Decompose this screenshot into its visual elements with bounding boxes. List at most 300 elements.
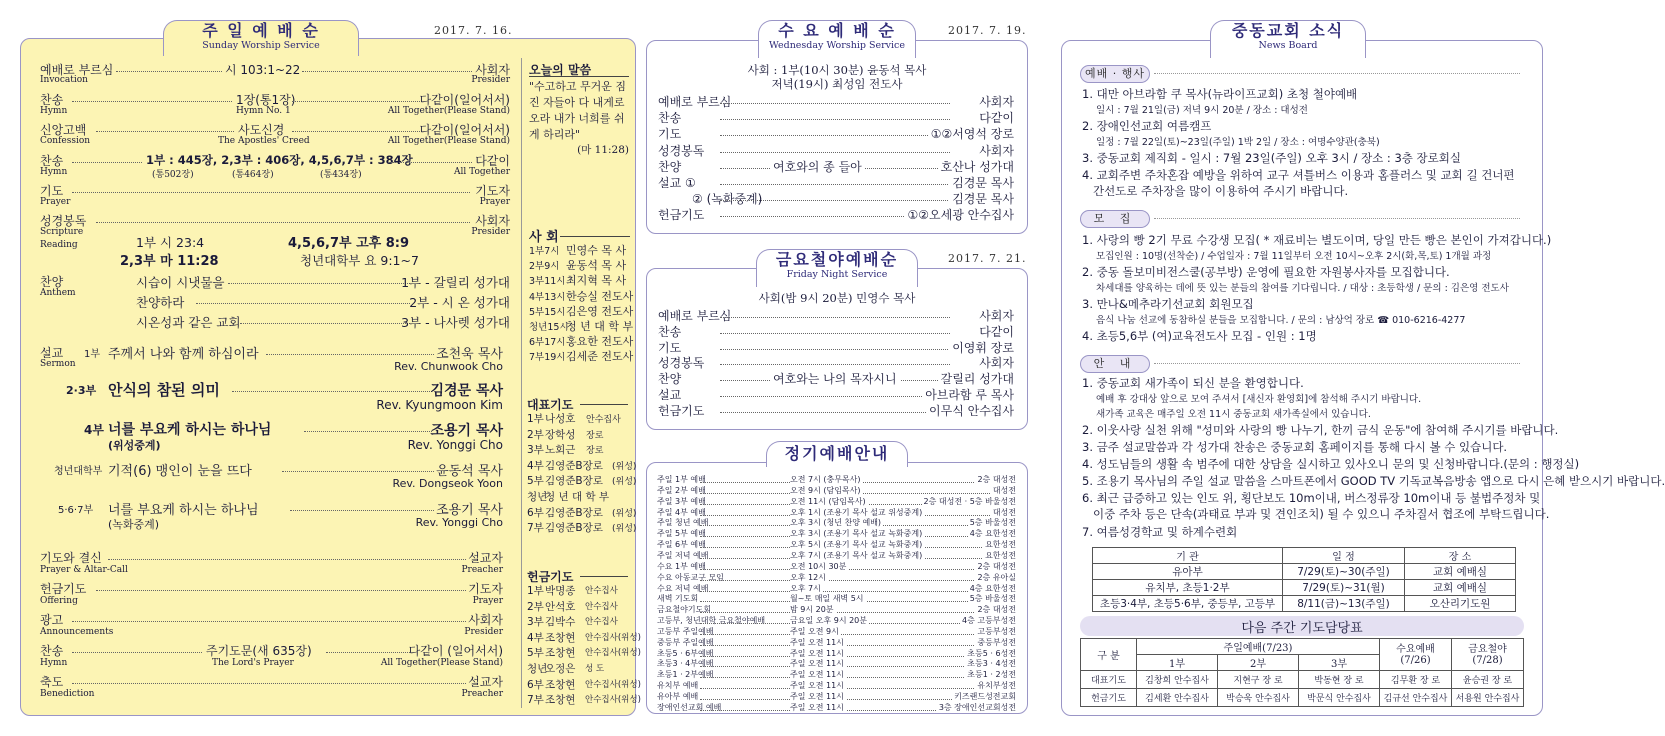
invocation-label: 예배로 부르심 — [40, 63, 114, 77]
schedule-place: 2층 유아실 — [977, 572, 1016, 582]
dotted-leader — [720, 184, 950, 185]
dotted-leader — [720, 152, 950, 153]
schedule-time: 오후 3시 (조용기 목사 설교 녹화중계) — [790, 529, 923, 539]
moderator-part: 3부11시 — [529, 276, 566, 288]
schedule-place: 키즈랜드성전교회 — [954, 692, 1016, 701]
wednesday-row-mid: 여호와의 종 들아 — [770, 158, 865, 175]
dotted-leader — [720, 103, 950, 104]
duty-cell: 김창희 안수집사 — [1137, 671, 1218, 689]
wednesday-row-leader: 김경문 목사 — [949, 190, 1014, 207]
moderator-name: 김세준 전도사 — [566, 350, 634, 364]
sermon-1-pastor: 조천욱 목사 — [436, 347, 503, 362]
wednesday-leaders-1: 사회 : 1부(10시 30분) 윤동석 목사 — [747, 63, 927, 77]
sermon-5-title: 너를 부요케 하시는 하나님 — [108, 503, 259, 518]
friday-row-leader: 갈릴리 성가대 — [938, 370, 1014, 387]
news-item: 2. 중동 돌보미비전스쿨(공부방) 운영에 필요한 자원봉사자를 모집합니다. — [1082, 265, 1450, 279]
sermon-4-part: 청년대학부 — [54, 466, 103, 477]
duty-cell: 지현구 장 로 — [1218, 671, 1299, 689]
schedule-name: 수요 1부 예배 — [657, 561, 706, 571]
sunday-subtitle: Sunday Worship Service — [202, 40, 320, 51]
reading-label-en1: Scripture — [40, 227, 84, 237]
camp-cell: 유치부, 초등1·2부 — [1093, 580, 1283, 596]
camp-cell: 유아부 — [1093, 564, 1283, 580]
friday-row-leader: 이영휘 장로 — [949, 339, 1014, 356]
camp-table-row — [1093, 580, 1516, 596]
news-item: 7. 여름성경학교 및 하계수련회 — [1082, 525, 1238, 539]
wednesday-title: 수 요 예 배 순 — [778, 21, 896, 40]
news-subtitle: News Board — [1258, 40, 1318, 51]
altar-label: 기도와 결신 — [40, 551, 102, 565]
camp-col-org: 기 관 — [1093, 548, 1283, 564]
moderator-part: 청년15시 — [529, 322, 569, 333]
moderator-title: 사 회 — [529, 230, 559, 245]
dotted-leader — [720, 333, 950, 334]
camp-cell: 초등3·4부, 초등5·6부, 중등부, 고등부 — [1093, 596, 1283, 612]
schedule-time: 주일 오전 11시 — [790, 670, 844, 680]
news-item: 3. 금주 설교말씀과 각 성가대 찬송은 중동교회 홈페이지를 통해 다시 볼 수 있습니다. — [1082, 440, 1508, 454]
rep-prayer-role: (위성) — [612, 461, 637, 472]
camp-table-row — [1093, 596, 1516, 612]
anthem-song-2: 찬양하라 — [136, 295, 185, 310]
friday-row-leader: 사회자 — [976, 354, 1014, 371]
benediction-leader-en: Preacher — [461, 689, 503, 699]
todays-word-underline — [529, 76, 629, 77]
benediction-leader: 설교자 — [468, 675, 503, 689]
dotted-leader — [700, 634, 1000, 635]
dotted-leader — [720, 200, 950, 201]
regular-title-tab — [766, 441, 908, 467]
offering-role: 안수집사 — [585, 601, 618, 612]
todays-word-text: "수고하고 무거운 짐 진 자들아 다 내게로 오라 내가 너희를 쉬게 하리라" — [529, 80, 627, 141]
anthem-song-3: 시온성과 같은 교회 — [136, 315, 241, 330]
wednesday-subtitle: Wednesday Worship Service — [769, 40, 905, 51]
hymn2-label: 찬송 — [40, 154, 64, 168]
friday-title: 금요철야예배순 — [775, 250, 899, 269]
offering-name: 안석호 — [545, 600, 576, 613]
rep-prayer-role: (위성) — [612, 477, 637, 488]
dotted-leader — [720, 119, 950, 120]
friday-subtitle: Friday Night Service — [786, 269, 888, 280]
schedule-place: 5층 바울성전 — [969, 518, 1016, 528]
friday-row-label: 기도 — [658, 340, 682, 355]
news-title-tab — [1210, 20, 1366, 58]
news-item: 3. 만나&메추라기선교회 회원모집 — [1082, 297, 1254, 311]
moderator-part: 4부13시 — [529, 291, 566, 303]
moderator-part: 7부19시 — [529, 352, 566, 364]
schedule-place: 2층 대성전 — [977, 475, 1016, 484]
sermon-1-part: 1부 — [84, 349, 101, 360]
offering-leader-en: Prayer — [472, 596, 503, 606]
schedule-time: 오후 7시 (조용기 목사 설교 녹화중계) — [790, 550, 923, 560]
dotted-leader — [700, 580, 1000, 581]
news-section-events: 예배 · 행사 — [1080, 65, 1150, 83]
rep-prayer-part: 6부 — [527, 506, 544, 519]
anthem-choir-3: 3부 - 나사렛 성가대 — [401, 315, 510, 330]
dotted-leader — [720, 317, 950, 318]
rep-prayer-part: 청년 — [527, 491, 548, 503]
rep-prayer-name: 김영준B장로 — [545, 475, 603, 488]
news-item-detail: 새가족 교육은 매주일 오전 11시 중동교회 새가족실에서 있습니다. — [1096, 409, 1371, 420]
schedule-time: 오전 9시 (담임목사) — [790, 485, 861, 495]
wednesday-row-label: 예배로 부르심 — [658, 95, 732, 109]
hymn3-text: 주기도문(새 635장) — [206, 644, 312, 658]
invocation-leader-en: Presider — [471, 75, 510, 85]
camp-table-header — [1093, 548, 1516, 564]
rep-prayer-name: 나성호 — [545, 413, 576, 425]
offering-name: 박명종 — [545, 585, 576, 597]
rep-prayer-name: 김영준B장로 — [545, 459, 603, 472]
anthem-label-en: Anthem — [40, 288, 76, 298]
schedule-place: 5층 바울성전 — [969, 594, 1016, 604]
wednesday-row-leader: ①②오세광 안수집사 — [905, 206, 1014, 223]
dotted-leader — [700, 591, 1000, 592]
schedule-place: 4층 요한성전 — [969, 529, 1016, 539]
schedule-place: 중등부성전 — [977, 637, 1016, 647]
announce-label-en: Announcements — [40, 627, 114, 637]
news-item-detail: 일정 : 7월 22일(토)~23일(주일) 1박 2일 / 장소 : 여명수양관(충북) — [1096, 137, 1380, 148]
announce-label: 광고 — [40, 613, 64, 627]
wednesday-row-label: 성경봉독 — [658, 143, 705, 158]
rep-prayer-underline — [580, 404, 628, 405]
schedule-place: 요한성전 — [985, 550, 1016, 560]
moderator-part: 1부7시 — [529, 246, 560, 257]
friday-row-leader: 다같이 — [976, 323, 1014, 340]
camp-cell: 교회 예배실 — [1405, 564, 1516, 580]
sermon-4-title: 기적(6) 맹인이 눈을 뜨다 — [108, 464, 252, 479]
sermon-5-part: 5·6·7부 — [58, 505, 94, 516]
friday-row-label: 예배로 부르심 — [658, 309, 732, 323]
offering-role: 안수집사 — [585, 617, 618, 628]
schedule-place: 3층 장애인선교회성전 — [938, 702, 1016, 712]
schedule-time: 오후 12시 — [790, 572, 826, 582]
anthem-song-1: 시습이 시냇물을 — [136, 275, 225, 290]
sermon-3-pastor-en: Rev. Yonggi Cho — [407, 438, 503, 452]
dotted-leader — [700, 656, 1000, 657]
moderator-name: 최지혁 목 사 — [566, 274, 627, 288]
friday-row-label: 헌금기도 — [658, 403, 705, 418]
dotted-leader — [700, 645, 1000, 646]
confession-label: 신앙고백 — [40, 123, 87, 137]
camp-table — [1092, 547, 1516, 612]
schedule-name: 금요철야기도회 — [657, 605, 712, 615]
offering-part: 4부 — [527, 631, 544, 644]
schedule-name: 주일 4부 예배 — [657, 507, 706, 517]
prayer-leader-en: Prayer — [479, 197, 510, 207]
sermon-3-note: (위성중계) — [108, 439, 161, 452]
sunday-title-tab — [163, 20, 359, 56]
schedule-time: 주일 오전 11시 — [790, 659, 844, 669]
schedule-time: 금요일 오후 9시 20분 — [790, 616, 867, 626]
schedule-name: 주일 5부 예배 — [657, 529, 706, 539]
rep-prayer-role: 안수집사 — [586, 415, 621, 425]
news-item: 1. 대만 아브라함 쿠 목사(뉴라이프교회) 초청 철야예배 — [1082, 87, 1358, 101]
rep-prayer-part: 5부 — [527, 475, 544, 488]
offering-name: 조창현 — [545, 678, 576, 691]
schedule-name: 장애인선교회 예배 — [657, 702, 722, 712]
wednesday-row-label: ② (녹화중계) — [692, 192, 763, 207]
todays-word-ref: (마 11:28) — [577, 144, 629, 156]
reading-label-en2: Reading — [40, 240, 78, 250]
friday-row-mid: 여호와는 나의 목자시니 — [770, 370, 900, 387]
schedule-place: 초등3 · 4성전 — [967, 659, 1016, 669]
hymn-label: 찬송 — [40, 93, 64, 107]
todays-word-title: 오늘의 말씀 — [529, 63, 592, 77]
schedule-place: 4층 요한성전 — [969, 583, 1016, 593]
duty-title: 다음 주간 기도담당표 — [1241, 621, 1363, 636]
offering-prayer-title: 헌금기도 — [527, 570, 574, 584]
offering-name: 조창현 — [545, 647, 576, 660]
moderator-name: 윤동석 목 사 — [566, 259, 627, 273]
confession-leader: 다같이(일어서서) — [419, 123, 510, 137]
offering-leader: 기도자 — [468, 582, 503, 596]
friday-row-leader: 이무식 안수집사 — [926, 402, 1014, 419]
camp-col-place: 장 소 — [1405, 548, 1516, 564]
anthem-choir-1: 1부 - 갈릴리 성가대 — [401, 275, 510, 290]
schedule-time: 오후 3시 (청년 찬양 예배) — [790, 518, 882, 528]
duty-cell: 박승욱 안수집사 — [1218, 689, 1299, 707]
altar-label-en: Prayer & Altar-Call — [40, 565, 128, 575]
rep-prayer-name: 김영준B장로 — [545, 506, 603, 519]
schedule-place: 2층 대성전 · 5층 바울성전 — [923, 496, 1016, 506]
news-item-detail: 간선도로 주차장을 많이 이용하여 주시기 바랍니다. — [1082, 184, 1349, 198]
anthem-choir-2: 2부 - 시 온 성가대 — [409, 295, 510, 310]
moderator-name: 김은영 전도사 — [566, 304, 634, 318]
dotted-leader — [720, 396, 950, 397]
duty-h-part1: 1부 — [1137, 655, 1218, 671]
sermon-3-title: 너를 부요케 하시는 하나님 — [108, 422, 272, 438]
rep-prayer-part: 1부 — [527, 413, 544, 425]
friday-title-tab — [756, 249, 918, 287]
rep-prayer-part: 4부 — [527, 459, 544, 472]
hymn3-leader: 다같이 (일어서서) — [408, 644, 503, 658]
offering-name: 오정은 — [545, 663, 576, 675]
anthem-label: 찬양 — [40, 275, 64, 289]
friday-row-label: 찬송 — [658, 324, 682, 339]
offering-prayer-underline — [580, 576, 628, 577]
hymn-label-en: Hymn — [40, 106, 68, 116]
confession-text: 사도신경 — [238, 123, 285, 137]
altar-leader-en: Preacher — [461, 565, 503, 575]
offering-part: 5부 — [527, 647, 544, 660]
prayer-leader: 기도자 — [475, 184, 510, 198]
reading-3: 2,3부 마 11:28 — [120, 254, 219, 269]
moderator-part: 2부9시 — [529, 261, 560, 273]
news-item: 4. 초등5,6부 (여)교육전도사 모집 - 인원 : 1명 — [1082, 329, 1317, 343]
invocation-leader: 사회자 — [475, 63, 510, 77]
hymn2-label-en: Hymn — [40, 167, 68, 177]
regular-title: 정기예배안내 — [784, 444, 890, 463]
moderator-name: 청 년 대 학 부 — [566, 320, 634, 333]
rep-prayer-part: 3부 — [527, 444, 544, 457]
duty-table-row — [1081, 689, 1524, 707]
schedule-name: 주일 1부 예배 — [657, 475, 706, 484]
sermon-2-pastor-en: Rev. Kyungmoon Kim — [376, 398, 503, 412]
rep-prayer-part: 7부 — [527, 522, 544, 535]
dotted-leader — [720, 349, 950, 350]
friday-date: 2017. 7. 21. — [948, 252, 1027, 265]
duty-h-group: 구 분 — [1081, 639, 1137, 671]
schedule-place: 요한성전 — [985, 540, 1016, 550]
rep-prayer-name: 청 년 대 학 부 — [545, 491, 610, 503]
rep-prayer-role: 장로 — [586, 430, 604, 441]
sermon-5-pastor-en: Rev. Yonggi Cho — [415, 516, 503, 529]
schedule-name: 초등3 · 4부예배 — [657, 659, 714, 669]
moderator-underline — [560, 236, 630, 237]
offering-part: 7부 — [527, 694, 544, 707]
offering-role: 안수집사(위성) — [585, 648, 641, 659]
moderator-part: 6부17시 — [529, 337, 566, 349]
schedule-time: 오후 1시 (조용기 목사 설교 위성중계) — [790, 507, 923, 517]
schedule-name: 유아부 예배 — [657, 692, 699, 701]
dotted-leader — [700, 612, 1000, 613]
news-item-detail: 예배 후 강대상 앞으로 모여 주셔서 [새신자 환영회]에 참석해 주시기 바랍니다. — [1096, 394, 1422, 405]
wednesday-row-leader: 호산나 성가대 — [938, 158, 1014, 175]
wednesday-row-label: 찬송 — [658, 111, 682, 126]
news-item: 4. 성도님들의 생활 속 범주에 대한 상담을 실시하고 있사오니 문의 및 신청바랍니다.(문의 : 행정실) — [1082, 457, 1580, 471]
news-section-recruit: 모 집 — [1080, 210, 1150, 228]
schedule-place: 초등1 · 2성전 — [967, 670, 1016, 680]
schedule-place: 유치부성전 — [977, 681, 1016, 691]
wednesday-row-leader: ①②서영석 장로 — [928, 125, 1014, 142]
sermon-1-pastor-en: Rev. Chunwook Cho — [394, 360, 503, 373]
schedule-time: 주일 오전 11시 — [790, 648, 844, 658]
moderator-name: 한승실 전도사 — [566, 289, 634, 303]
schedule-name: 중등부 주일예배 — [657, 637, 714, 647]
sermon-1-title: 주께서 나와 함께 하심이라 — [108, 347, 259, 362]
schedule-time: 주일 오전 11시 — [790, 637, 844, 647]
news-item: 1. 사랑의 빵 2기 무료 수강생 모집( * 재료비는 별도이며, 당일 만든 빵은 본인이 가져갑니다.) — [1082, 233, 1552, 247]
news-item: 1. 중동교회 새가족이 되신 분을 환영합니다. — [1082, 376, 1304, 390]
duty-table-row — [1081, 671, 1524, 689]
camp-cell: 교회 예배실 — [1405, 580, 1516, 596]
schedule-place: 대성전 — [992, 507, 1016, 517]
offering-name: 김박수 — [545, 616, 576, 629]
offering-part: 청년 — [527, 663, 548, 675]
sunday-title: 주 일 예 배 순 — [202, 21, 320, 40]
wednesday-row-label: 찬양 — [658, 159, 682, 174]
schedule-time: 오후 5시 (조용기 목사 설교 녹화중계) — [790, 540, 923, 550]
schedule-name: 주일 2부 예배 — [657, 485, 706, 495]
wednesday-row-leader: 다같이 — [976, 109, 1014, 126]
prayer-label-en: Prayer — [40, 197, 71, 207]
sermon-2-title: 안식의 참된 의미 — [108, 381, 220, 399]
confession-label-en: Confession — [40, 136, 91, 146]
news-item-detail: 차세대를 양육하는 데에 뜻 있는 분들의 참여를 기다립니다. / 대상 : 초등학생 / 문의 : 김은영 전도사 — [1096, 283, 1509, 294]
camp-cell: 8/11(금)~13(주일) — [1283, 596, 1405, 612]
schedule-time: 오전 10시 30분 — [790, 561, 847, 571]
schedule-name: 수요 저녁 예배 — [657, 583, 709, 593]
offering-part: 1부 — [527, 585, 544, 597]
moderator-name: 민영수 목 사 — [566, 244, 627, 257]
schedule-name: 주일 저녁 예배 — [657, 550, 709, 560]
wednesday-row-leader: 사회자 — [976, 142, 1014, 159]
schedule-name: 주일 청년 예배 — [657, 518, 709, 528]
sermon-2-part: 2·3부 — [66, 384, 97, 397]
prayer-label: 기도 — [40, 184, 64, 198]
news-item: 4. 교회주변 주차혼잡 예방을 위하여 교구 셔틀버스 이용과 홈플러스 및 교회 길 건너편 — [1082, 168, 1515, 182]
hymn3-text-en: The Lord's Prayer — [212, 658, 294, 668]
schedule-time: 오후 7시 — [790, 583, 821, 593]
schedule-time: 주일 오전 11시 — [790, 692, 844, 701]
hymn-number: 1장(통1장) — [236, 93, 296, 107]
offering-role: 성 도 — [585, 664, 605, 674]
announce-leader-en: Presider — [464, 627, 503, 637]
offering-part: 6부 — [527, 678, 544, 691]
duty-h-sunday: 주일예배(7/23) — [1137, 639, 1380, 655]
schedule-time: 밤 9시 20분 — [790, 605, 834, 615]
offering-part: 3부 — [527, 616, 544, 629]
hymn2-sub2: (통464장) — [232, 170, 274, 180]
offering-part: 2부 — [527, 600, 544, 613]
camp-col-date: 일 정 — [1283, 548, 1405, 564]
news-item: 2. 장애인선교회 여름캠프 — [1082, 119, 1212, 133]
hymn2-numbers: 1부 : 445장, 2,3부 : 406장, 4,5,6,7부 : 384장 — [146, 153, 413, 167]
schedule-place: 대성전 — [992, 485, 1016, 495]
reading-2: 4,5,6,7부 고후 8:9 — [288, 236, 410, 251]
offering-role: 안수집사(위성) — [585, 679, 641, 690]
schedule-time: 오전 7시 (충무목사) — [790, 475, 861, 484]
schedule-name: 초등5 · 6부예배 — [657, 648, 714, 658]
schedule-place: 2층 대성전 — [977, 561, 1016, 571]
schedule-name: 초등1 · 2부예배 — [657, 670, 714, 680]
sermon-5-pastor: 조용기 목사 — [436, 503, 503, 518]
wednesday-row-label: 헌금기도 — [658, 208, 705, 223]
hymn-leader: 다같이(일어서서) — [419, 93, 510, 107]
confession-leader-en: All Together(Please Stand) — [387, 136, 510, 146]
reading-1: 1부 시 23:4 — [136, 235, 205, 250]
duty-cell: 김규선 안수집사 — [1380, 689, 1452, 707]
hymn2-leader: 다같이 — [475, 154, 510, 168]
schedule-time: 주일 오전 9시 — [790, 626, 839, 636]
sermon-3-pastor: 조용기 목사 — [430, 423, 503, 439]
sermon-4-pastor-en: Rev. Dongseok Yoon — [392, 477, 503, 490]
schedule-name: 고등부 주일예배 — [657, 626, 714, 636]
duty-h-wed: 수요예배 (7/26) — [1380, 639, 1452, 671]
schedule-name: 유치부 예배 — [657, 681, 699, 691]
benediction-label-en: Benediction — [40, 689, 95, 699]
news-item-detail: 이중 주차 등은 단속(과태료 부과 및 견인조치) 될 수 있으니 주차질서 협조에 부탁드립니다. — [1082, 507, 1550, 521]
news-item: 5. 조용기 목사님의 주일 설교 말씀을 스마트폰에서 GOOD TV 기독교복음방송 앱으로 다시 은혜 받으시기 바랍니다. — [1082, 474, 1665, 488]
news-title: 중동교회 소식 — [1231, 21, 1345, 40]
altar-leader: 설교자 — [468, 551, 503, 565]
news-section-notice: 안 내 — [1080, 355, 1150, 373]
invocation-text: 시 103:1~22 — [225, 63, 301, 77]
hymn2-sub1: (통502장) — [152, 170, 194, 180]
invocation-label-en: Invocation — [40, 75, 88, 85]
benediction-label: 축도 — [40, 675, 64, 689]
sermon-3-part: 4부 — [84, 423, 104, 437]
duty-h-fri: 금요철야 (7/28) — [1452, 639, 1524, 671]
offering-name: 조창현 — [545, 694, 576, 707]
wednesday-date: 2017. 7. 19. — [948, 24, 1027, 37]
schedule-name: 주일 6부 예배 — [657, 540, 706, 550]
moderator-name: 홍요한 전도사 — [566, 335, 634, 349]
news-item-detail: 모집인원 : 10명(선착순) / 수업일자 : 7월 11일부터 오전 10시~오후 2시(화,목,토) 1개월 과정 — [1096, 251, 1492, 262]
reading-label: 성경봉독 — [40, 214, 87, 228]
offering-role: 안수집사 — [585, 586, 618, 596]
hymn-number-en: Hymn No. 1 — [236, 106, 291, 116]
reading-leader-en: Presider — [471, 227, 510, 237]
friday-row-leader: 사회자 — [976, 307, 1014, 324]
offering-label: 헌금기도 — [40, 582, 87, 596]
schedule-name: 수요 아동교구 모임 — [657, 572, 724, 582]
hymn2-leader-en: All Together — [454, 167, 510, 177]
hymn3-label-en: Hymn — [40, 658, 68, 668]
moderator-part: 5부15시 — [529, 306, 566, 318]
rep-prayer-name: 장학성 — [545, 428, 576, 441]
schedule-time: 월~토 매일 새벽 5시 — [790, 594, 864, 604]
news-item: 3. 중동교회 제직회 - 일시 : 7월 23일(주일) 오후 3시 / 장소 : 3층 장로회실 — [1082, 151, 1461, 165]
